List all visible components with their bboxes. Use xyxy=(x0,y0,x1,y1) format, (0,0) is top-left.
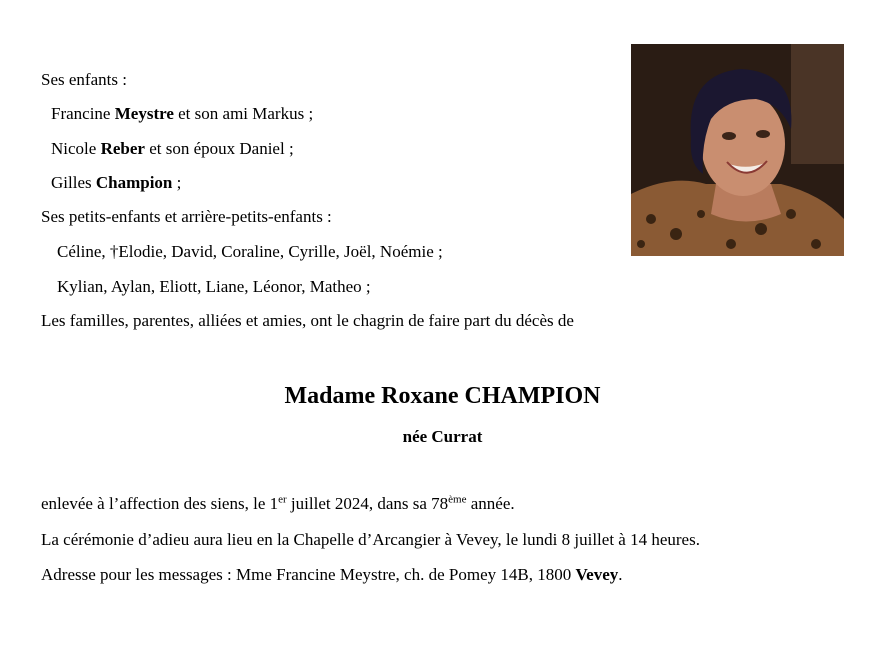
child-first-name: Gilles xyxy=(51,173,92,192)
child-line-2 xyxy=(51,139,294,159)
grandchildren-line-2: Kylian, Aylan, Eliott, Liane, Léonor, Matheo ; xyxy=(57,277,371,296)
right-eye xyxy=(756,130,770,138)
children-heading: Ses enfants : xyxy=(41,70,127,89)
grandchildren-line-1: Céline, †Elodie, David, Coraline, Cyrille, Joël, Noémie ; xyxy=(57,242,443,261)
death-text-part: enlevée à l’affection des siens, le 1 xyxy=(41,494,279,513)
child-relation: et son ami Markus ; xyxy=(173,104,314,123)
child-last-name: Reber xyxy=(100,139,145,158)
child-last-name: Champion xyxy=(95,173,173,192)
maiden-name: née Currat xyxy=(402,427,483,446)
child-first-name: Nicole xyxy=(51,139,97,158)
portrait-photo xyxy=(631,44,844,256)
address-line xyxy=(41,565,623,585)
child-relation: et son époux Daniel ; xyxy=(144,139,294,158)
left-eye xyxy=(722,132,736,140)
day-ordinal: er xyxy=(278,493,287,506)
address-end: . xyxy=(618,565,623,584)
child-relation: ; xyxy=(172,173,182,192)
child-last-name: Meystre xyxy=(114,104,174,123)
deceased-name: Madame Roxane CHAMPION xyxy=(284,383,601,409)
death-text-part: juillet 2024, dans sa 78 xyxy=(286,494,449,513)
announcement-line: Les familles, parentes, alliées et amies, ont le chagrin de faire part du décès de xyxy=(41,311,574,330)
child-first-name: Francine xyxy=(51,104,111,123)
child-line-3 xyxy=(51,173,181,193)
address-text: Adresse pour les messages : Mme Francine Meystre, ch. de Pomey 14B, 1800 xyxy=(41,565,576,584)
address-city: Vevey xyxy=(575,565,619,584)
age-ordinal: ème xyxy=(448,493,467,506)
death-line xyxy=(41,494,515,514)
portrait-illustration xyxy=(631,44,844,256)
grandchildren-heading: Ses petits-enfants et arrière-petits-enfants : xyxy=(41,207,332,226)
child-line-1 xyxy=(51,104,313,124)
background-figure xyxy=(791,44,844,164)
ceremony-line: La cérémonie d’adieu aura lieu en la Chapelle d’Arcangier à Vevey, le lundi 8 juillet à 14 heures. xyxy=(41,530,700,549)
death-text-part: année. xyxy=(466,494,515,513)
